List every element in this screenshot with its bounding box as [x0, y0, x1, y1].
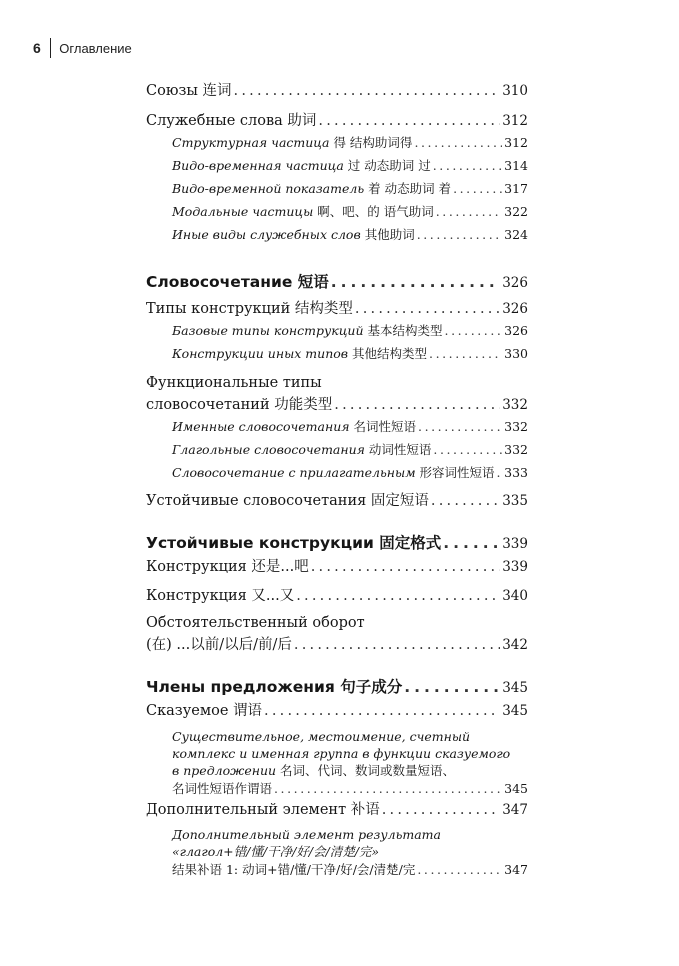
dot-leader: [404, 676, 500, 698]
toc-subentry: [172, 417, 528, 437]
dot-leader: [453, 179, 502, 199]
toc-entry-continued-line: Обстоятельственный оборот: [146, 615, 365, 631]
toc-label: 名词性短语作谓语: [172, 781, 273, 796]
toc-page-number: 345: [502, 680, 528, 696]
toc-entry-continued-line: [172, 762, 528, 779]
toc-entry: [146, 556, 528, 578]
toc-label: Конструкция 又...又: [146, 588, 295, 604]
toc-label-chinese: 啊、吧、的 语气助词: [313, 204, 434, 219]
toc-label: Члены предложения 句子成分: [146, 678, 403, 696]
toc-label-chinese: 名词性短语: [349, 419, 417, 434]
toc-page-number: 326: [502, 301, 528, 317]
dot-leader: [274, 779, 502, 799]
dot-leader: [433, 156, 502, 176]
toc-subentry: [172, 133, 528, 153]
toc-label: [172, 440, 431, 460]
toc-page-number: 312: [502, 113, 528, 129]
dot-leader: [417, 225, 502, 245]
toc-page-number: 310: [502, 83, 528, 99]
toc-label: Устойчивые словосочетания 固定短语: [146, 493, 429, 509]
toc-label-russian: Структурная частица: [172, 135, 330, 150]
toc-subentry: [172, 225, 528, 245]
toc-label-russian: Видо-временная частица: [172, 158, 344, 173]
dot-leader: [331, 271, 500, 293]
toc-entry-continued-line: Дополнительный элемент результата: [172, 827, 441, 842]
toc-label-russian: Конструкции иных типов: [172, 346, 349, 361]
toc-entry: [146, 372, 528, 416]
toc-label: Сказуемое 谓语: [146, 703, 263, 719]
toc-label-russian: Иные виды служебных слов: [172, 227, 361, 242]
toc-entry: [146, 110, 528, 132]
toc-page-number: 339: [502, 536, 528, 552]
toc-page-number: 314: [504, 158, 528, 173]
toc-page-number: 342: [502, 637, 528, 653]
dot-leader: [414, 133, 502, 153]
toc-label-chinese: 其他助词: [360, 227, 415, 242]
dot-leader: [296, 585, 500, 607]
toc-page-number: 335: [502, 493, 528, 509]
toc-page-number: 330: [504, 346, 528, 361]
toc-label-russian: Базовые типы конструкций: [172, 323, 364, 338]
toc-label-chinese: 名词、代词、数词或数量短语、: [276, 763, 456, 778]
dot-leader: [417, 860, 502, 880]
toc-label: Дополнительный элемент 补语: [146, 802, 380, 818]
dot-leader: [382, 799, 501, 821]
toc-entry: [146, 298, 528, 320]
toc-subentry: [172, 202, 528, 222]
toc-page-number: 326: [504, 323, 528, 338]
dot-leader: [418, 417, 502, 437]
toc-entry: [146, 700, 528, 722]
toc-label-chinese: 基本结构类型: [363, 323, 443, 338]
dot-leader: [318, 110, 500, 132]
toc-entry: [146, 490, 528, 512]
dot-leader: [429, 344, 502, 364]
toc-entry: [146, 585, 528, 607]
toc-subentry: [172, 440, 528, 460]
toc-page-number: 312: [504, 135, 528, 150]
toc-label: Конструкция 还是...吧: [146, 559, 309, 575]
header-divider: [50, 38, 52, 58]
toc-label-chinese: 动词性短语: [364, 442, 432, 457]
toc-subentry: [172, 156, 528, 176]
toc-label: [172, 344, 427, 364]
running-title: Оглавление: [59, 40, 132, 56]
dot-leader: [294, 634, 500, 656]
dot-leader: [443, 532, 500, 554]
toc-page-number: 340: [502, 588, 528, 604]
toc-label: 结果补语 1: 动词+错/懂/干净/好/会/清楚/完: [172, 862, 416, 877]
toc-label: Словосочетание 短语: [146, 273, 329, 291]
toc-entry-continued-line: Функциональные типы: [146, 375, 322, 391]
dot-leader: [497, 463, 503, 483]
toc-label: [172, 225, 415, 245]
toc-label-russian: в предложении: [172, 763, 277, 778]
dot-leader: [334, 394, 500, 416]
toc-label: [172, 202, 434, 222]
toc-label-chinese: 其他结构类型: [348, 346, 428, 361]
toc-page-number: 347: [502, 802, 528, 818]
toc-section: [146, 271, 528, 293]
toc-page-number: 347: [504, 862, 528, 877]
toc-section: [146, 532, 528, 554]
toc-label-chinese: 得 结构助词得: [329, 135, 413, 150]
toc-label-chinese: 过 动态助词 过: [343, 158, 431, 173]
dot-leader: [445, 321, 503, 341]
toc-label: [172, 321, 443, 341]
toc-entry: [146, 799, 528, 821]
toc-page-number: 332: [504, 442, 528, 457]
toc-label: (在) ...以前/以后/前/后: [146, 637, 292, 653]
toc-label-chinese: 着 动态助词 着: [364, 181, 452, 196]
toc-entry: [146, 80, 528, 102]
toc-subentry: [172, 344, 528, 364]
toc-subentry: [172, 826, 528, 880]
toc-page-number: 317: [504, 181, 528, 196]
dot-leader: [234, 80, 501, 102]
toc-label-russian: Видо-временной показатель: [172, 181, 365, 196]
toc-label-russian: Словосочетание с прилагательным: [172, 465, 416, 480]
toc-page-number: 324: [504, 227, 528, 242]
toc-page-number: 332: [504, 419, 528, 434]
toc-label-chinese: 形容词性短语: [415, 465, 495, 480]
toc-subentry: [172, 321, 528, 341]
toc-label-russian: Модальные частицы: [172, 204, 314, 219]
dot-leader: [431, 490, 500, 512]
toc-page-number: 332: [502, 397, 528, 413]
toc-subentry: [172, 728, 528, 799]
toc-section: [146, 676, 528, 698]
toc-label: Служебные слова 助词: [146, 113, 317, 129]
page-number: 6: [33, 40, 41, 56]
toc-entry: [146, 612, 528, 656]
toc-subentry: [172, 179, 528, 199]
toc-label: Союзы 连词: [146, 83, 232, 99]
dot-leader: [264, 700, 500, 722]
dot-leader: [311, 556, 501, 578]
toc-page-number: 326: [502, 275, 528, 291]
toc-entry-continued-line: Существительное, местоимение, счетный: [172, 729, 471, 744]
toc-label: [172, 463, 495, 483]
toc-label-russian: Глагольные словосочетания: [172, 442, 365, 457]
toc-label: Устойчивые конструкции 固定格式: [146, 534, 442, 552]
toc-label: [172, 179, 451, 199]
toc-label: словосочетаний 功能类型: [146, 397, 333, 413]
toc-subentry: [172, 463, 528, 483]
toc-label: [172, 417, 416, 437]
dot-leader: [436, 202, 502, 222]
dot-leader: [355, 298, 500, 320]
toc-page-number: 345: [502, 703, 528, 719]
toc-page-number: 333: [504, 465, 528, 480]
toc-label: [172, 156, 431, 176]
toc-page-number: 322: [504, 204, 528, 219]
dot-leader: [433, 440, 502, 460]
toc-entry-continued-line: «глагол+错/懂/干净/好/会/清楚/完»: [172, 844, 380, 859]
toc-label: Типы конструкций 结构类型: [146, 301, 353, 317]
toc-entry-continued-line: комплекс и именная группа в функции сказуемого: [172, 746, 511, 761]
running-head: [33, 38, 132, 58]
toc-page-number: 345: [504, 781, 528, 796]
toc-page-number: 339: [502, 559, 528, 575]
toc-label-russian: Именные словосочетания: [172, 419, 350, 434]
toc-label: [172, 133, 412, 153]
